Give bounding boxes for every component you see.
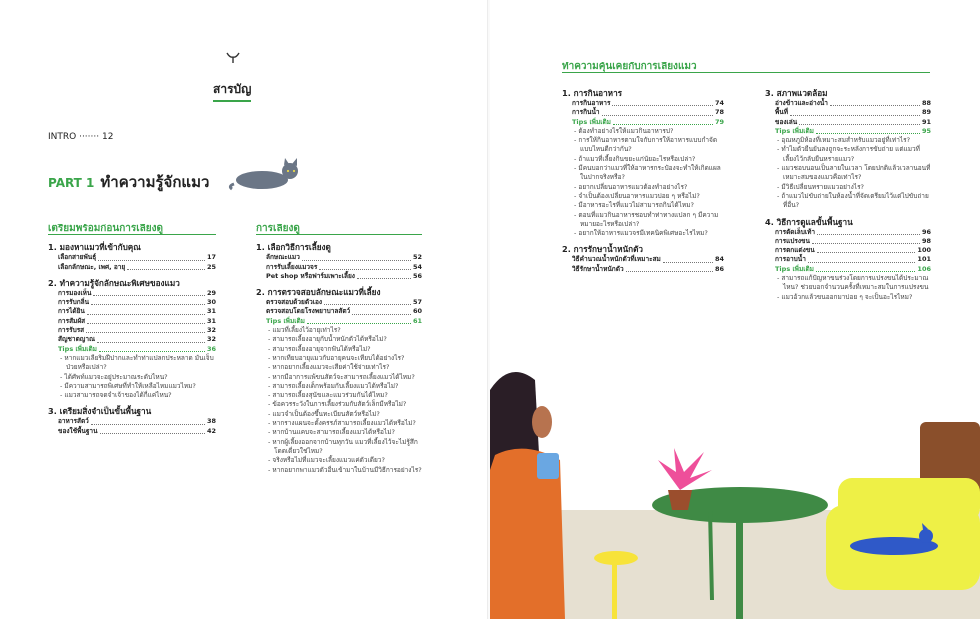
- tips-question: - สามารถเลี้ยงสุนัขและแมวร่วมกันได้ไหม?: [256, 391, 422, 400]
- tips-question: - จำเป็นต้องเปลี่ยนอาหารแมวบ่อย ๆ หรือไม่?: [562, 192, 724, 201]
- toc-entry: [48, 326, 216, 335]
- tips-question: - จริงหรือไม่ที่แมวจะเลี้ยงแมวแค่ตัวเดียว?: [256, 456, 422, 465]
- toc-entry-title: การตัดเล็บเท้า: [775, 227, 816, 236]
- tips-question: - อยากให้อาหารแมวจรมีเทคนิคพิเศษอะไรไหม?: [562, 229, 724, 238]
- tips-question: - สามารถเลี้ยงอายุกับน้ำหนักตัวได้หรือไม่?: [256, 335, 422, 344]
- toc-entry-page: 38: [206, 417, 216, 426]
- toc-entry-title: การกินน้ำ: [572, 108, 600, 117]
- dot-leader: [790, 108, 920, 115]
- toc-entry-title: การรับกลิ่น: [58, 298, 90, 307]
- toc-entry: [765, 99, 931, 108]
- part-label: PART 1: [48, 176, 95, 190]
- dot-leader: [302, 253, 411, 260]
- tips-question: - ต้องทำอย่างไรให้แมวกินอาหารบ่?: [562, 127, 724, 136]
- intro-entry: INTRO ······· 12: [48, 132, 114, 142]
- tips-question: - หากมีอาการแพ้ขนสัตว์จะสามารถเลี้ยงแมวได้ไหม?: [256, 373, 422, 382]
- toc-section-title: 4. วิธีการดูแลขั้นพื้นฐาน: [765, 216, 853, 227]
- illustration-scene: [490, 360, 980, 619]
- dot-leader: [324, 298, 411, 305]
- toc-entry-page: 52: [412, 253, 422, 262]
- tips-page: 36: [206, 344, 216, 353]
- toc-entry-title: อาหารสัตว์: [58, 417, 89, 426]
- dot-leader: [808, 255, 916, 262]
- dot-leader: [86, 326, 205, 333]
- toc-entry: [256, 253, 422, 262]
- tips-page: 106: [917, 264, 931, 273]
- dot-leader: [307, 317, 411, 324]
- dot-leader: [352, 307, 411, 314]
- toc-entry-title: ของใช้พื้นฐาน: [58, 426, 98, 435]
- toc-entry-page: 31: [206, 316, 216, 325]
- left-page: [0, 0, 488, 619]
- toc-section-title: 2. การตรวจสอบลักษณะแมวที่เลี้ยง: [256, 287, 381, 298]
- dot-leader: [91, 417, 205, 424]
- tips-question: - แมวชอบนอนเป็นลายในเวลา โดยปกติแล้วเวลานอนที่เหมาะสมของแมวคือเท่าไร?: [765, 164, 931, 183]
- toc-entry-title: ลักษณะแมว: [266, 253, 300, 262]
- toc-entry-page: 56: [412, 271, 422, 280]
- toc-entry: [48, 417, 216, 426]
- toc-section-title: 2. ทำความรู้จักลักษณะพิเศษของแมว: [48, 277, 180, 288]
- tips-question: - ถ้าแมวที่เลี้ยงกินขยะแก่นัยอะไรหรือเปล่า?: [562, 155, 724, 164]
- toc-entry-page: 42: [206, 426, 216, 435]
- toc-entry-page: 54: [412, 262, 422, 271]
- toc-entry: [256, 272, 422, 281]
- toc-entry-title: ของเล่น: [775, 117, 798, 126]
- toc-entry-title: ตรวจสอบโดยโรงพยาบาลสัตว์: [266, 307, 351, 316]
- tips-question: - มีความสามารถพิเศษที่ทำให้เหลือไหมแมวไหม?: [48, 382, 216, 391]
- toc-entry-page: 74: [714, 99, 724, 107]
- dot-leader: [602, 108, 713, 115]
- section-header: การเลี้ยงดู: [256, 224, 422, 235]
- tips-question: - การให้กินอาหารตามใจกับการให้อาหารแบบกำจัดแบบไหนดีกว่ากัน?: [562, 136, 724, 155]
- tips-question: - สามารถแก้ปัญหาขนร่วงโดยการแปรงขนได้ประมาณไหน? ช่วยบอกจำนวนครั้งที่เหมาะสมในการแปรงขน: [765, 274, 931, 293]
- toc-entry-title: การได้ยิน: [58, 307, 85, 316]
- tips-label: Tips เพิ่มเติม: [775, 126, 814, 135]
- toc-entry: [562, 255, 724, 264]
- toc-column-care: [256, 224, 422, 475]
- dot-leader: [816, 127, 920, 134]
- toc-entry-title: การสัมผัส: [58, 316, 86, 325]
- toc-entry: [562, 265, 724, 274]
- part-title: ทำความรู้จักแมว: [100, 173, 210, 191]
- bow-logo-icon: [226, 52, 240, 67]
- dot-leader: [799, 118, 920, 125]
- toc-entry: [48, 427, 216, 436]
- dot-leader: [100, 427, 205, 434]
- tips-question: - แมวอ้วกแล้วขนออกมาบ่อย ๆ จะเป็นอะไรไหม?: [765, 293, 931, 302]
- tips-entry: [765, 127, 931, 136]
- toc-entry: [48, 307, 216, 316]
- toc-entry: [256, 307, 422, 316]
- toc-entry-title: วิธีรักษาน้ำหนักตัว: [572, 264, 624, 273]
- toc-entry-title: การตกแต่งขน: [775, 246, 815, 255]
- tips-question: - หากอยากพาแมวตัวอื่นเข้ามาในบ้านมีวิธีการอย่างไร?: [256, 466, 422, 475]
- toc-entry-page: 30: [206, 298, 216, 307]
- toc-column-environment: [765, 88, 931, 302]
- toc-entry-page: 88: [921, 99, 931, 107]
- dot-leader: [663, 255, 713, 262]
- dot-leader: [817, 228, 920, 235]
- tips-question: - อุณหภูมิห้องที่เหมาะสมสำหรับแมวอยู่ที่เท่าไร?: [765, 136, 931, 145]
- dot-leader: [357, 272, 411, 279]
- dot-leader: [91, 298, 205, 305]
- tips-page: 79: [714, 117, 724, 126]
- tips-question: - ถ้าแมวไม่ขับถ่ายในห้องน้ำที่จัดเตรียมไว้แต่ไปขับถ่ายที่อื่น?: [765, 192, 931, 211]
- tips-question: - หากอยากเลี้ยงแมวจะเสียค่าใช้จ่ายเท่าไร?: [256, 363, 422, 372]
- dot-leader: [816, 265, 915, 272]
- tips-question: - สามารถเลี้ยงเด็กพร้อมกับเลี้ยงแมวได้หรือไม่?: [256, 382, 422, 391]
- section-header: เตรียมพร้อมก่อนการเลี้ยงดู: [48, 224, 216, 235]
- toc-entry: [765, 237, 931, 246]
- toc-entry-page: 25: [206, 262, 216, 271]
- toc-entry-page: 57: [412, 298, 422, 307]
- toc-entry: [256, 263, 422, 272]
- toc-entry-page: 98: [921, 236, 931, 245]
- toc-entry-title: อ่างข้าวและอ่างน้ำ: [775, 99, 828, 107]
- tips-label: Tips เพิ่มเติม: [266, 316, 305, 325]
- part-heading: [48, 170, 209, 194]
- tips-question: - อยากเปลี่ยนอาหารแมวต้องทำอย่างไร?: [562, 183, 724, 192]
- dot-leader: [98, 253, 205, 260]
- toc-entry-title: การอาบน้ำ: [775, 255, 806, 264]
- tips-entry: [562, 118, 724, 127]
- toc-entry-page: 91: [921, 117, 931, 126]
- dot-leader: [127, 263, 205, 270]
- toc-title: สารบัญ: [213, 80, 251, 99]
- tips-question: - ทำไมตัวยืนยันลงถูกจะระหลังการขับถ่าย แต่แมวที่เลี้ยงไว้กลับยืนหรายแมว?: [765, 145, 931, 164]
- toc-entry-page: 96: [921, 227, 931, 236]
- dot-leader: [93, 289, 205, 296]
- toc-entry: [765, 228, 931, 237]
- tips-page: 61: [412, 316, 422, 325]
- toc-entry-title: Pet shop หรือฟาร์มเพาะเลี้ยง: [266, 271, 355, 280]
- tips-question: - มีคนบอกว่าแมวที่ให้อาหารกระป๋องจะทำให้เกิดแผลในปากจริงหรือ?: [562, 164, 724, 183]
- tips-question: - หากบ้านแคบจะสามารถเลี้ยงแมวได้หรือไม่?: [256, 428, 422, 437]
- tips-question: - มีอาหารอะไรที่แมวไม่สามารถกินได้ไหม?: [562, 201, 724, 210]
- toc-entry-title: การรับเลี้ยงแมวจร: [266, 262, 318, 271]
- cat-illustration: [228, 158, 304, 196]
- tips-label: Tips เพิ่มเติม: [775, 264, 814, 273]
- toc-entry-page: 101: [917, 255, 931, 264]
- toc-entry: [48, 317, 216, 326]
- tips-entry: [256, 317, 422, 326]
- tips-question: - หากเทียบอายุแมวกับอายุคนจะเทียบได้อย่างไร?: [256, 354, 422, 363]
- toc-entry-title: ตรวจสอบด้วยตัวเอง: [266, 298, 323, 307]
- toc-entry-page: 84: [714, 255, 724, 264]
- dot-leader: [87, 307, 205, 314]
- toc-entry: [48, 253, 216, 262]
- dot-leader: [87, 317, 205, 324]
- toc-entry-page: 100: [917, 246, 931, 255]
- tips-label: Tips เพิ่มเติม: [572, 117, 611, 126]
- toc-entry-page: 29: [206, 288, 216, 297]
- dot-leader: [99, 345, 205, 352]
- toc-entry-title: การแปรงขน: [775, 236, 810, 245]
- tips-question: - มีวิธีเปลี่ยนทรายแมวอย่างไร?: [765, 183, 931, 192]
- toc-entry-title: เลือกสายพันธุ์: [58, 253, 97, 262]
- toc-entry: [765, 108, 931, 117]
- tips-entry: [765, 265, 931, 274]
- tips-question: - แมวจำเป็นต้องขึ้นทะเบียนสัตว์หรือไม่?: [256, 410, 422, 419]
- toc-entry-title: เลือกลักษณะ, เพศ, อายุ: [58, 262, 126, 271]
- toc-entry-title: วิธีคำนวณน้ำหนักตัวที่เหมาะสม: [572, 255, 661, 264]
- toc-entry-page: 32: [206, 326, 216, 335]
- tips-question: - แมวที่เลี้ยงไว้อายุเท่าไร?: [256, 326, 422, 335]
- section-header: ทำความคุ้นเคยกับการเลี้ยงแมว: [562, 62, 930, 73]
- tips-label: Tips เพิ่มเติม: [58, 344, 97, 353]
- toc-entry: [48, 263, 216, 272]
- toc-entry: [765, 118, 931, 127]
- tips-question: - ตอนที่แมวกินอาหารชอบทำท่าทางแปลก ๆ มีความหมายอะไรหรือเปล่า?: [562, 211, 724, 230]
- toc-section-title: 2. การรักษาน้ำหนักตัว: [562, 244, 644, 255]
- toc-entry: [562, 99, 724, 108]
- dot-leader: [612, 99, 713, 106]
- dot-leader: [626, 265, 713, 272]
- dot-leader: [830, 99, 920, 106]
- toc-entry-title: การรับรส: [58, 326, 85, 335]
- toc-entry-page: 89: [921, 108, 931, 117]
- right-header-wrap: [562, 62, 930, 80]
- tips-page: 95: [921, 126, 931, 135]
- toc-entry-page: 86: [714, 264, 724, 273]
- tips-entry: [48, 345, 216, 354]
- tips-question: - สามารถเลี้ยงอายุจากฟันได้หรือไม่?: [256, 345, 422, 354]
- tips-question: - หากรางแผนจะตั้งครรภ์สามารถเลี้ยงแมวได้หรือไม่?: [256, 419, 422, 428]
- toc-entry-title: สัญชาตญาณ: [58, 335, 96, 344]
- dot-leader: [97, 335, 205, 342]
- tips-question: - ข้อควรระวังในการเลี้ยงร่วมกับสัตว์เล็กมีหรือไม่?: [256, 400, 422, 409]
- toc-entry: [765, 255, 931, 264]
- tips-question: - หากผู้เลี้ยงออกจากบ้านทุกวัน แมวที่เลี้ยงไว้จะไม่รู้สึกโดดเดี่ยวใช่ไหม?: [256, 438, 422, 457]
- toc-section-title: 1. การกินอาหาร: [562, 88, 623, 98]
- toc-entry-page: 78: [714, 108, 724, 117]
- toc-section-title: 1. มองหาแมวที่เข้ากับคุณ: [48, 242, 141, 253]
- toc-entry-page: 31: [206, 307, 216, 316]
- toc-column-feeding: [562, 88, 724, 274]
- dot-leader: [613, 118, 713, 125]
- toc-entry-title: การมองเห็น: [58, 288, 92, 297]
- dot-leader: [319, 263, 411, 270]
- tips-question: - หากแมวเลียริมฝีปากและทำท่าแปลกประหลาด มันเจ็บป่วยหรือเปล่า?: [48, 354, 216, 373]
- toc-entry-title: พื้นที่: [775, 108, 789, 117]
- tips-question: - แมวสามารถจดจำเจ้าของได้กี่แค่ไหน?: [48, 391, 216, 400]
- toc-section-title: 3. เตรียมสิ่งจำเป็นขั้นพื้นฐาน: [48, 406, 152, 417]
- toc-entry: [48, 289, 216, 298]
- toc-entry-page: 32: [206, 335, 216, 344]
- toc-section-title: 1. เลือกวิธีการเลี้ยงดู: [256, 242, 331, 253]
- toc-entry-page: 17: [206, 253, 216, 262]
- toc-entry: [562, 108, 724, 117]
- toc-entry-page: 60: [412, 307, 422, 316]
- dot-leader: [817, 246, 916, 253]
- toc-entry-title: การกินอาหาร: [572, 99, 611, 107]
- toc-column-preparation: [48, 224, 216, 436]
- toc-entry: [48, 335, 216, 344]
- toc-section-title: 3. สภาพแวดล้อม: [765, 88, 828, 98]
- tips-question: - ได้ศัพท์แมวจะอยู่ประมาณระดับไหน?: [48, 373, 216, 382]
- dot-leader: [812, 237, 920, 244]
